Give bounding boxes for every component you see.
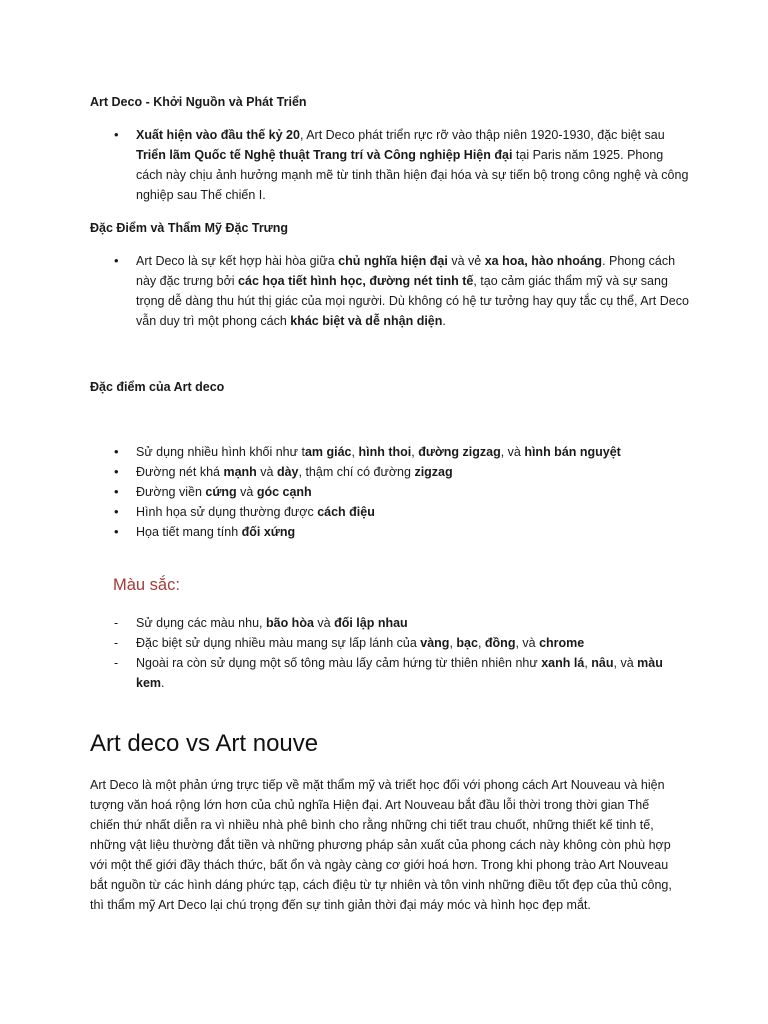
bold-text: Triển lãm Quốc tế Nghệ thuật Trang trí và Công nghiệp Hiện đại: [136, 148, 513, 162]
aesthetics-bullet-list: [90, 251, 690, 331]
text-run: ,: [411, 445, 419, 459]
origin-bullet-list: [90, 125, 690, 205]
bold-text: góc cạnh: [256, 485, 312, 499]
compare-paragraph: Art Deco là một phản ứng trực tiếp về mặt thẩm mỹ và triết học đối với phong cách Art Nouveau và hiện tượng văn hoá rộng lớn hơn của chủ nghĩa Hiện đại. Art Nouveau bắt đầu lỗi thời trong thời gian Thế chiến thứ nhất diễn ra vì nhiều nhà phê bình cho rằng những chi tiết trau chuốt, những thiết kế tinh tế, những vật liệu thường đắt tiền và những phương pháp sản xuất của phong cách này không còn phù hợp với một thế giới đầy thách thức, bất ổn và ngày càng cơ giới hoá hơn. Trong khi phong trào Art Nouveau bắt nguồn từ các hình dáng phức tạp, cách điệu từ tự nhiên và tôn vinh những điều tốt đẹp của thủ công, thì thẩm mỹ Art Deco lại chú trọng đến sự tinh giản thời đại máy móc và hình học đẹp mắt.: [90, 778, 672, 912]
bold-text: hình bán nguyệt: [524, 445, 621, 459]
bold-text: xa hoa, hào nhoáng: [484, 254, 603, 268]
section-heading-origin: Art Deco - Khởi Nguồn và Phát Triển: [90, 95, 307, 109]
bold-text: cứng: [205, 485, 237, 499]
text-run: và: [313, 616, 335, 630]
characteristics-list: [90, 442, 690, 542]
text-run: , thậm chí có đường: [298, 465, 415, 479]
list-item: [90, 633, 690, 653]
bold-text: chrome: [539, 636, 585, 650]
text-run: ,: [449, 636, 457, 650]
text-run: và: [236, 485, 257, 499]
text-run: Sử dụng các màu nhu,: [136, 616, 266, 630]
text-run: ,: [584, 656, 592, 670]
colors-list: [90, 613, 690, 693]
bold-text: zigzag: [414, 465, 453, 479]
bold-text: đối xứng: [241, 525, 296, 539]
section-heading-aesthetics: Đặc Điểm và Thẩm Mỹ Đặc Trưng: [90, 221, 289, 235]
text-run: Ngoài ra còn sử dụng một số tông màu lấy cảm hứng từ thiên nhiên như: [136, 656, 542, 670]
list-item: [90, 522, 690, 542]
list-item: [90, 653, 690, 693]
bold-text: am giác: [304, 445, 352, 459]
text-run: Hình họa sử dụng thường được: [136, 505, 318, 519]
bold-text: mạnh: [223, 465, 257, 479]
text-run: .: [161, 676, 165, 690]
text-run: .: [442, 314, 446, 328]
bold-text: chủ nghĩa hiện đại: [338, 254, 448, 268]
text-run: , và: [613, 656, 638, 670]
list-item: [90, 442, 690, 462]
bold-text: khác biệt và dễ nhận diện: [290, 314, 443, 328]
list-item: [90, 502, 690, 522]
compare-title: Art deco vs Art nouve: [90, 730, 319, 757]
bold-text: bão hòa: [265, 616, 314, 630]
bold-text: bạc: [456, 636, 478, 650]
origin-bullet: [90, 125, 690, 205]
bold-text: xanh lá: [541, 656, 585, 670]
text-run: , Art Deco phát triển rực rỡ vào thập niên 1920-1930, đặc biệt sau: [299, 128, 665, 142]
bold-text: vàng: [420, 636, 450, 650]
bold-text: các họa tiết hình học, đường nét tinh tế: [238, 274, 474, 288]
text-run: Sử dụng nhiều hình khối như t: [136, 445, 305, 459]
bold-text: đối lập nhau: [334, 616, 408, 630]
list-item: [90, 462, 690, 482]
text-run: , tạo cảm giác thẩm mỹ và sự sang trọng dễ dàng thu hút thị giác của mọi người. Dù không có hệ tư tưởng hay quy tắc cụ thể, Art Deco vẫn duy trì một phong cách: [136, 274, 689, 328]
text-run: , và: [500, 445, 525, 459]
text-run: Đặc biệt sử dụng nhiều màu mang sự lấp lánh của: [136, 636, 421, 650]
text-run: , và: [515, 636, 540, 650]
text-run: tại Paris năm 1925. Phong cách này chịu ảnh hưởng mạnh mẽ từ tinh thần hiện đại hóa và sự tiến bộ trong công nghệ và công nghiệp sau Thế chiến I.: [136, 148, 689, 202]
bold-text: đường zigzag: [418, 445, 501, 459]
text-run: Đường viền: [136, 485, 206, 499]
text-run: . Phong cách này đặc trưng bởi: [136, 254, 676, 288]
text-run: Họa tiết mang tính: [136, 525, 242, 539]
bold-text: cách điệu: [317, 505, 375, 519]
bold-text: đồng: [484, 636, 516, 650]
text-run: ,: [351, 445, 359, 459]
bold-text: nâu: [591, 656, 614, 670]
text-run: Art Deco là sự kết hợp hài hòa giữa: [136, 254, 339, 268]
text-run: Đường nét khá: [136, 465, 224, 479]
text-run: và vẻ: [447, 254, 485, 268]
bold-text: dày: [276, 465, 299, 479]
aesthetics-bullet: [90, 251, 690, 331]
section-heading-characteristics: Đặc điểm của Art deco: [90, 380, 225, 394]
bold-text: hình thoi: [358, 445, 412, 459]
bold-text: Xuất hiện vào đầu thế kỷ 20: [136, 128, 300, 142]
text-run: và: [256, 465, 277, 479]
text-run: ,: [477, 636, 485, 650]
colors-heading: Màu sắc:: [113, 576, 180, 594]
list-item: [90, 613, 690, 633]
bold-text: màu kem: [136, 656, 663, 690]
list-item: [90, 482, 690, 502]
